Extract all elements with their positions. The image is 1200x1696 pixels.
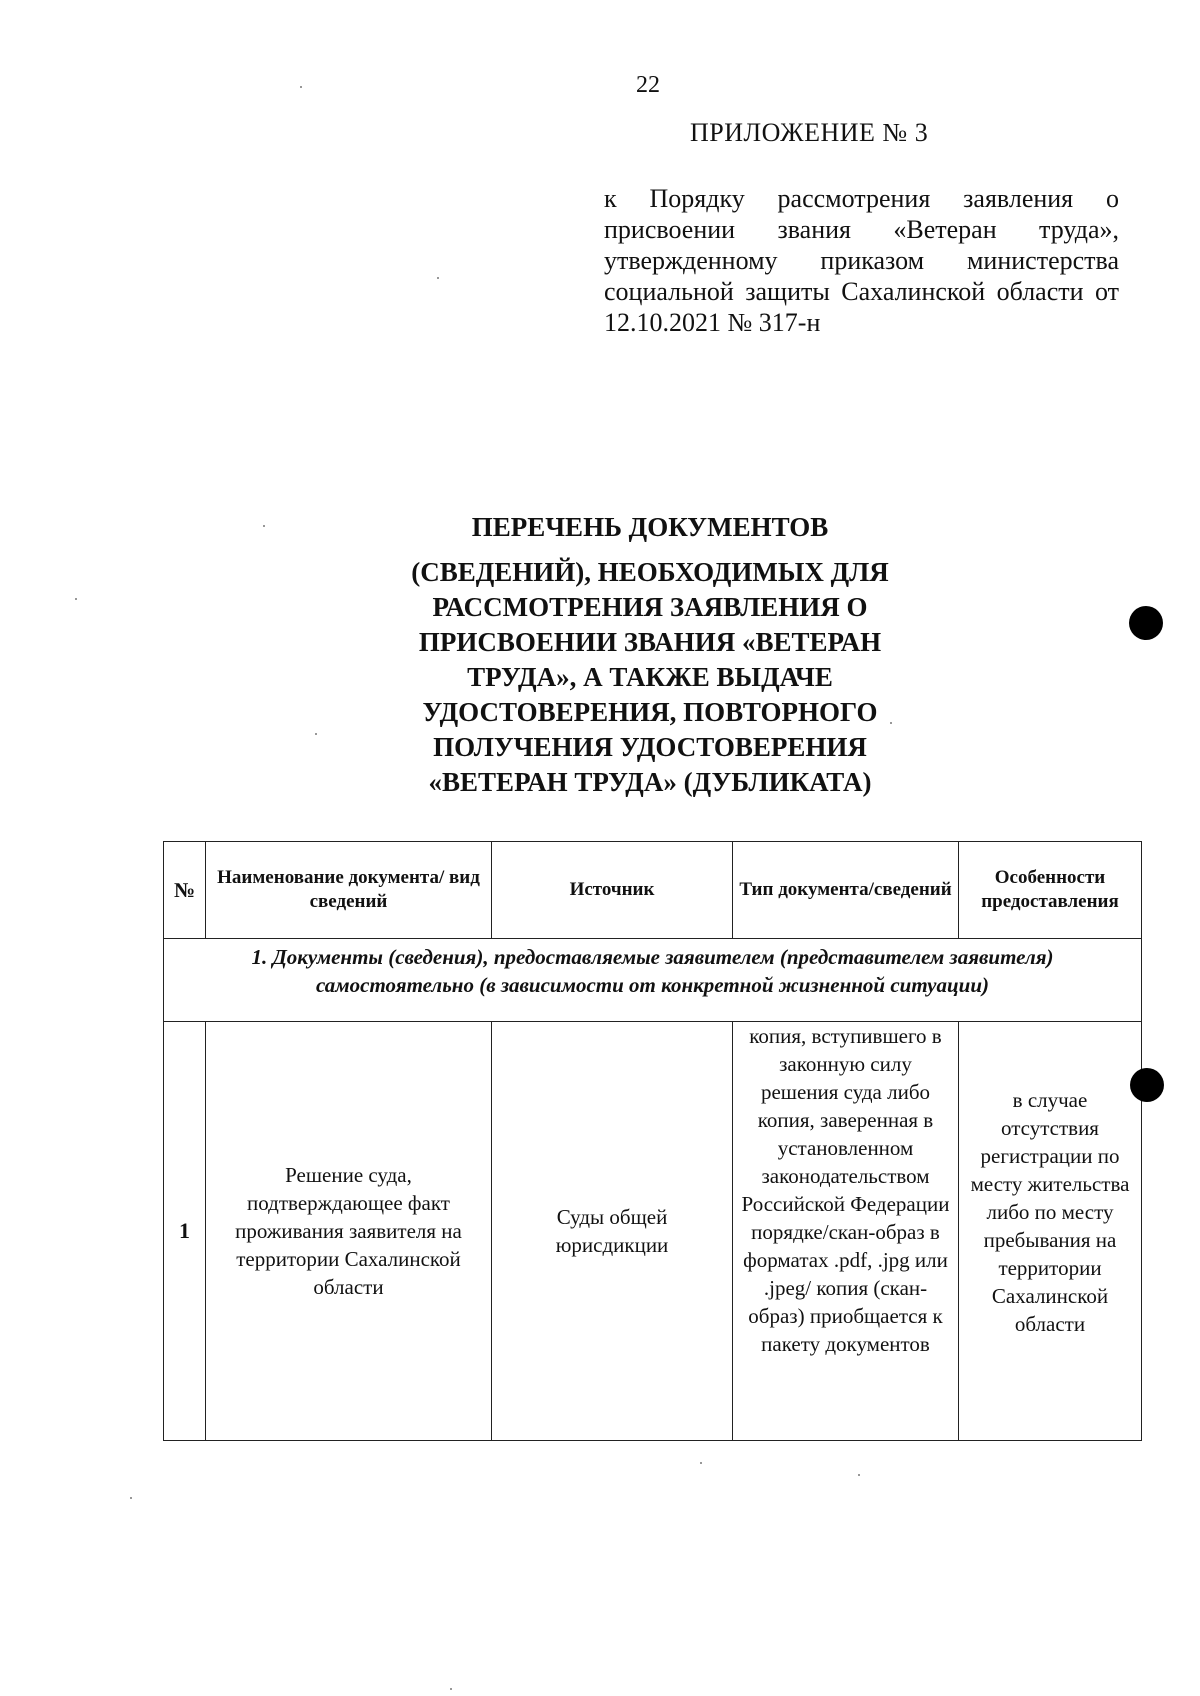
row-features: в случае отсутствия регистрации по месту жительства либо по месту пребывания на территории Сахалинской области — [959, 1022, 1142, 1441]
header-source: Источник — [492, 842, 733, 939]
header-type: Тип документа/сведений — [733, 842, 959, 939]
appendix-title: ПРИЛОЖЕНИЕ № 3 — [690, 118, 929, 147]
row-source: Суды общей юрисдикции — [492, 1022, 733, 1441]
scan-speck — [437, 277, 439, 279]
scan-speck — [315, 733, 317, 735]
scan-speck — [450, 1688, 452, 1690]
table-row — [164, 1022, 1142, 1441]
punch-hole-bottom — [1130, 1068, 1164, 1102]
punch-hole-top — [1129, 606, 1163, 640]
scan-speck — [858, 1474, 860, 1476]
header-name: Наименование документа/ вид сведений — [206, 842, 492, 939]
header-number: № — [164, 842, 206, 939]
appendix-basis: к Порядку рассмотрения заявления о присвоении звания «Ветеран труда», утвержденному приказом министерства социальной защиты Сахалинской области от 12.10.2021 № 317-н — [604, 184, 1119, 337]
section-row — [164, 939, 1142, 1022]
table-header-row — [164, 842, 1142, 939]
scan-speck — [300, 86, 302, 88]
document-title-line1: ПЕРЕЧЕНЬ ДОКУМЕНТОВ — [471, 512, 829, 542]
document-title — [390, 510, 910, 800]
scan-speck — [890, 722, 892, 724]
documents-table — [163, 841, 1142, 1441]
row-document-name: Решение суда, подтверждающее факт проживания заявителя на территории Сахалинской области — [206, 1022, 492, 1441]
section-heading: 1. Документы (сведения), предоставляемые заявителем (представителем заявителя) самостоятельно (в зависимости от конкретной жизненной ситуации) — [164, 939, 1142, 1022]
scan-speck — [700, 1462, 702, 1464]
row-document-type: копия, вступившего в законную силу решения суда либо копия, заверенная в установленном законодательством Российской Федерации порядке/скан-образ в форматах .pdf, .jpg или .jpeg/ копия (скан-образ) приобщается к пакету документов — [733, 1022, 959, 1441]
page-number: 22 — [636, 72, 660, 98]
header-features: Особенности предоставления — [959, 842, 1142, 939]
scan-speck — [130, 1497, 132, 1499]
row-number: 1 — [164, 1022, 206, 1441]
document-title-line2: (СВЕДЕНИЙ), НЕОБХОДИМЫХ ДЛЯ РАССМОТРЕНИЯ ЗАЯВЛЕНИЯ О ПРИСВОЕНИИ ЗВАНИЯ «ВЕТЕРАН ТРУДА», А ТАКЖЕ ВЫДАЧЕ УДОСТОВЕРЕНИЯ, ПОВТОРНОГО ПОЛУЧЕНИЯ УДОСТОВЕРЕНИЯ «ВЕТЕРАН ТРУДА» (ДУБЛИКАТА) — [411, 557, 889, 797]
scan-speck — [75, 598, 77, 600]
scan-speck — [263, 525, 265, 527]
